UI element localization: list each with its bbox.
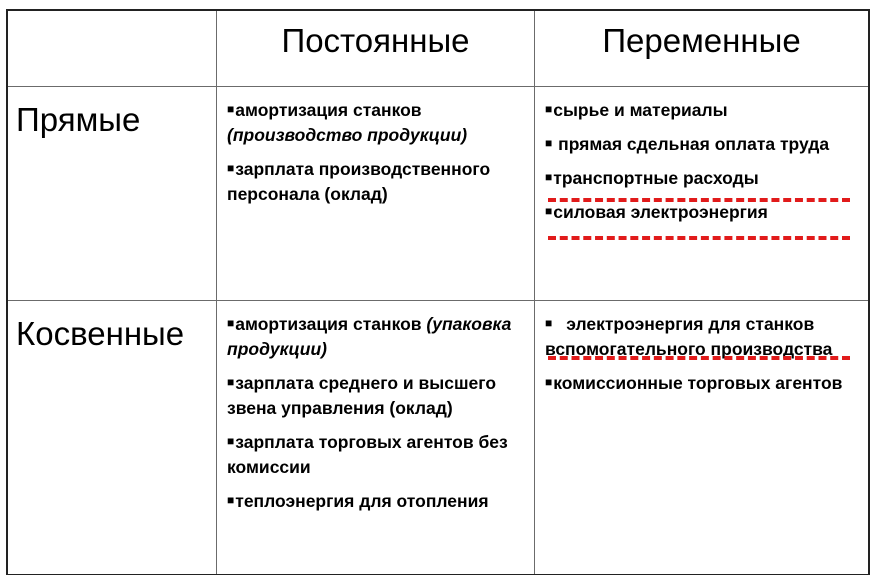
list-item (545, 97, 862, 123)
cell-indirect-variable (535, 301, 869, 575)
item-note: (упаковка продукции) (227, 314, 512, 359)
row-direct (8, 87, 869, 301)
item-text: прямая сдельная оплата труда (558, 134, 830, 154)
list-item (545, 131, 862, 157)
list-item (227, 97, 528, 148)
cell-direct-variable (535, 87, 869, 301)
list-item (227, 156, 528, 207)
bullet-icon: ■ (227, 316, 235, 330)
bullet-icon: ■ (545, 136, 553, 150)
cost-classification-table (7, 10, 869, 575)
list-item (545, 370, 862, 396)
cell-indirect-fixed (217, 301, 535, 575)
highlight-dash-line (548, 236, 850, 240)
highlight-dash-line (548, 356, 850, 360)
item-text: электроэнергия для станков вспомогательного производства (545, 314, 833, 359)
list-item (545, 165, 862, 191)
bullet-icon: ■ (227, 434, 235, 448)
item-text: амортизация станков (235, 100, 422, 120)
bullet-icon: ■ (545, 102, 553, 116)
list-item (227, 488, 528, 514)
column-header-fixed: Постоянные (217, 11, 535, 87)
item-text: транспортные расходы (553, 168, 759, 188)
list-item (227, 370, 528, 421)
bullet-icon: ■ (227, 375, 235, 389)
item-text: сырье и материалы (553, 100, 728, 120)
item-text: теплоэнергия для отопления (235, 491, 489, 511)
bullet-icon: ■ (227, 161, 235, 175)
list-item (545, 199, 862, 225)
bullet-icon: ■ (545, 375, 553, 389)
bullet-icon: ■ (545, 316, 553, 330)
list-item (545, 311, 862, 362)
highlight-dash-line (548, 198, 850, 202)
item-text: комиссионные торговых агентов (553, 373, 843, 393)
item-text: амортизация станков (235, 314, 422, 334)
row-header-direct: Прямые (8, 87, 217, 301)
cell-direct-fixed (217, 87, 535, 301)
item-note: (производство продукции) (227, 125, 468, 145)
row-indirect (8, 301, 869, 575)
corner-cell (8, 11, 217, 87)
list-item (227, 429, 528, 480)
bullet-icon: ■ (227, 493, 235, 507)
bullet-icon: ■ (545, 204, 553, 218)
bullet-icon: ■ (545, 170, 553, 184)
item-text: силовая электроэнергия (553, 202, 768, 222)
item-text: зарплата среднего и высшего звена управления (оклад) (227, 373, 497, 418)
column-header-variable: Переменные (535, 11, 869, 87)
list-item (227, 311, 528, 362)
item-text: зарплата торговых агентов без комиссии (227, 432, 508, 477)
bullet-icon: ■ (227, 102, 235, 116)
item-text: зарплата производственного персонала (оклад) (227, 159, 491, 204)
row-header-indirect: Косвенные (8, 301, 217, 575)
header-row (8, 11, 869, 87)
